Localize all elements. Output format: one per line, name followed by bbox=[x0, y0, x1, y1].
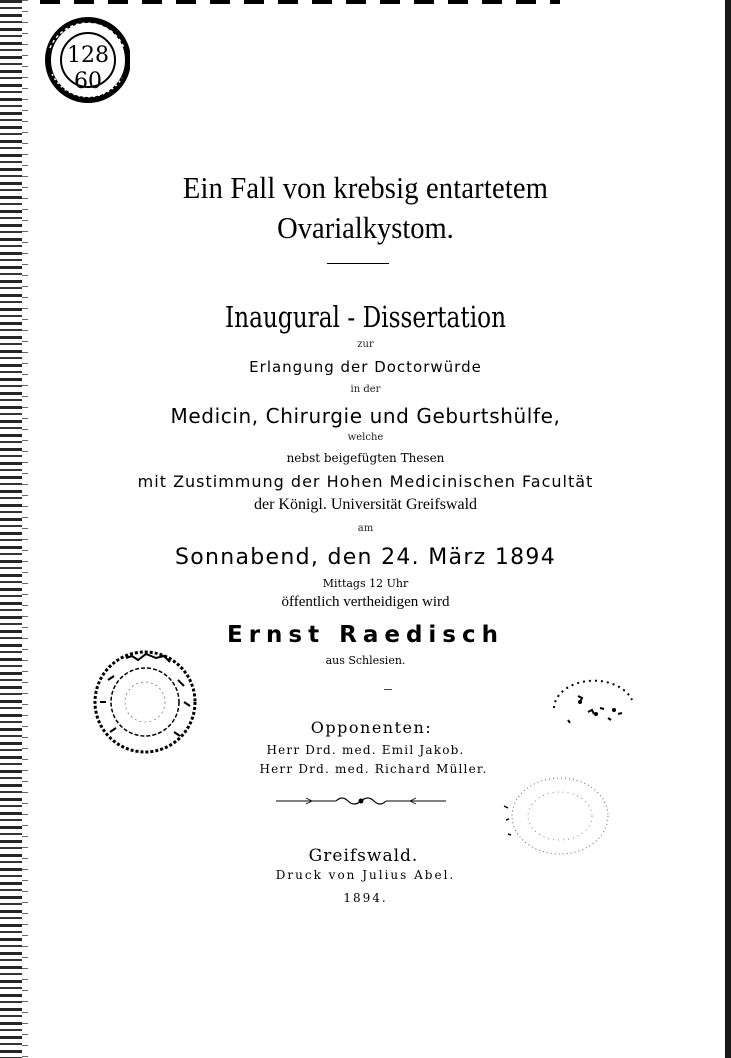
text-welche: welche bbox=[347, 432, 384, 443]
stamp-number-bottom: 60 bbox=[74, 69, 102, 94]
defense-time: Mittags 12 Uhr bbox=[322, 577, 409, 590]
text-verteidigen: öffentlich vertheidigen wird bbox=[281, 594, 450, 610]
text-universitaet: der Königl. Universität Greifswald bbox=[253, 496, 478, 513]
opponent-2: Herr Drd. med. Richard Müller. bbox=[259, 762, 488, 776]
title-rule bbox=[327, 263, 389, 264]
text-erlangung: Erlangung der Doctorwürde bbox=[249, 358, 482, 376]
author-name: Ernst Raedisch bbox=[227, 622, 504, 648]
text-in-der: in der bbox=[350, 384, 381, 395]
print-year: 1894. bbox=[343, 891, 388, 905]
text-am: am bbox=[357, 523, 374, 534]
dissertation-heading: Inaugural - Dissertation bbox=[224, 300, 507, 334]
text-mit-zustimmung: mit Zustimmung der Hohen Medicinischen Facultät bbox=[137, 472, 594, 491]
author-origin: aus Schlesien. bbox=[325, 654, 406, 667]
small-dash bbox=[384, 689, 392, 690]
place-of-print: Greifswald. bbox=[308, 846, 419, 866]
text-nebst: nebst beigefügten Thesen bbox=[286, 451, 445, 465]
text-zur: zur bbox=[357, 339, 374, 350]
title-line-1: Ein Fall von krebsig entartetem bbox=[182, 170, 549, 205]
printer: Druck von Julius Abel. bbox=[275, 868, 456, 882]
opponent-1: Herr Drd. med. Emil Jakob. bbox=[266, 743, 465, 757]
stamp-number-top: 128 bbox=[67, 43, 109, 68]
decorative-ornament-rule bbox=[276, 795, 446, 807]
text-faculties: Medicin, Chirurgie und Geburtshülfe, bbox=[170, 404, 561, 428]
defense-date: Sonnabend, den 24. März 1894 bbox=[174, 545, 557, 570]
title-line-2: Ovarialkystom. bbox=[277, 210, 454, 245]
opponents-heading: Opponenten: bbox=[310, 718, 433, 737]
page-edge-shadow-top bbox=[40, 0, 560, 4]
library-stamp bbox=[36, 8, 130, 106]
